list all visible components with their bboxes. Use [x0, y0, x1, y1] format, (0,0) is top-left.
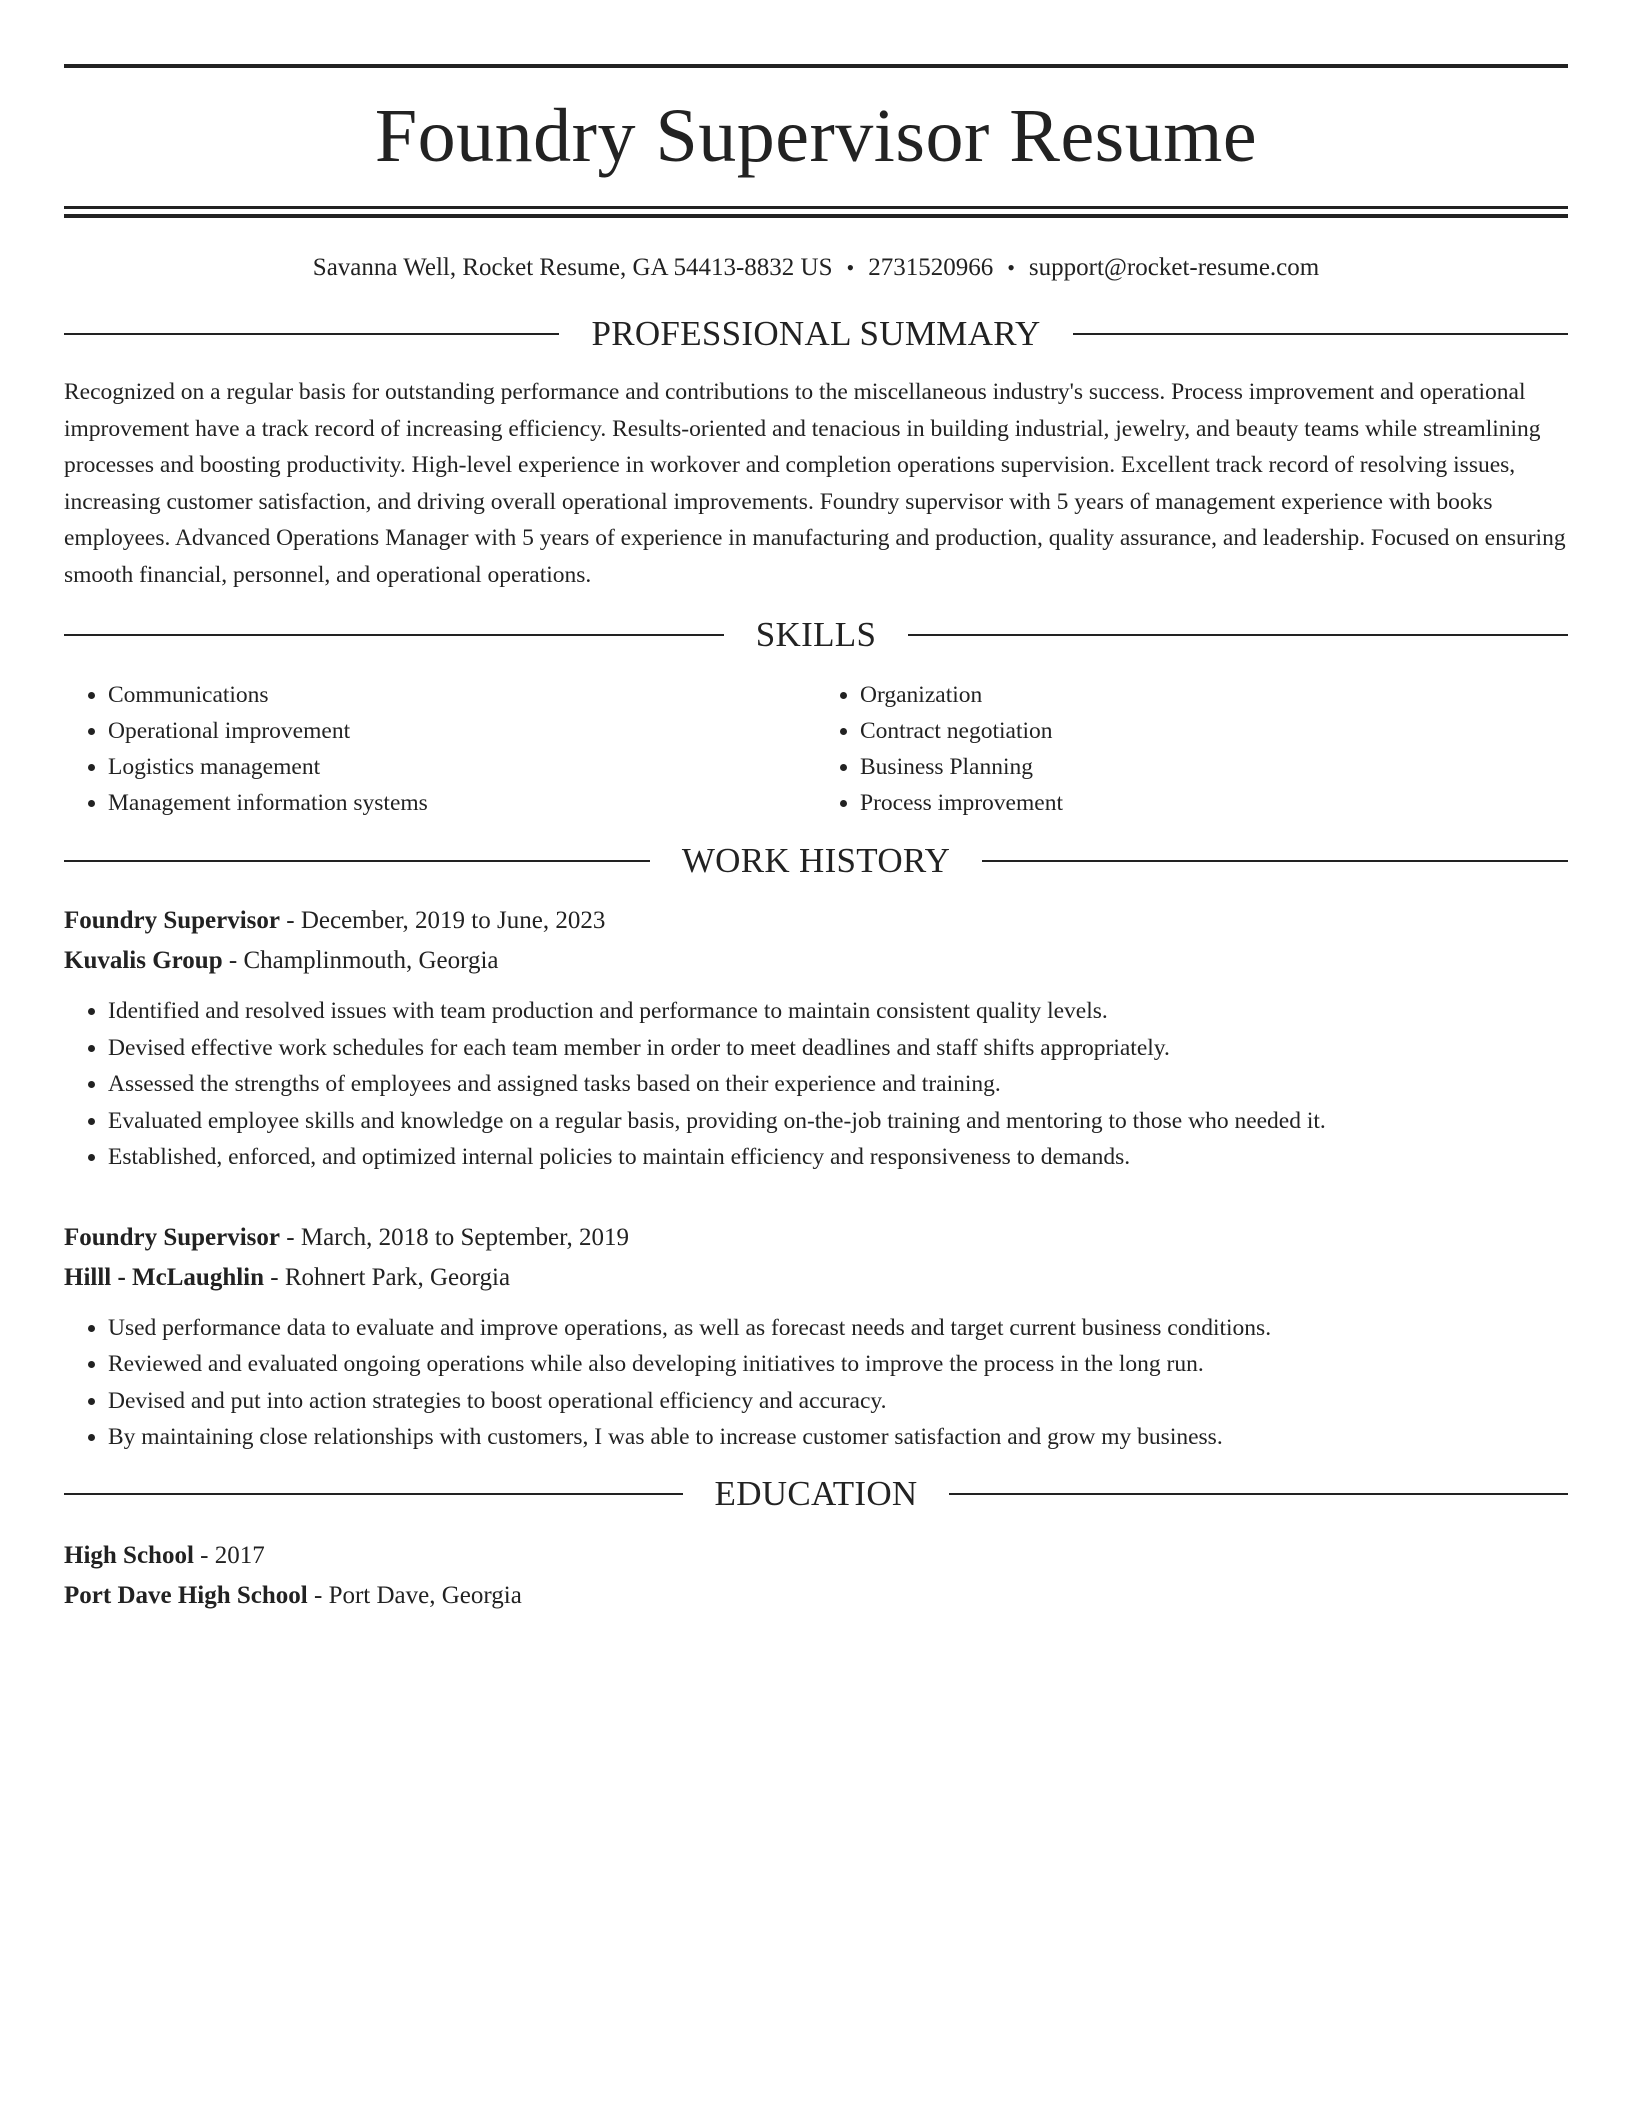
job-title: Foundry Supervisor — [64, 1223, 281, 1251]
contact-separator: • — [846, 255, 855, 280]
contact-email: support@rocket-resume.com — [1028, 254, 1320, 281]
job-entry — [64, 1218, 1568, 1456]
education-heading-label: EDUCATION — [714, 1473, 918, 1513]
job-bullet: • By maintaining close relationships with customers, I was able to increase customer satisfaction and grow my business. — [108, 1419, 1568, 1456]
skill-item: • Logistics management — [108, 749, 816, 785]
education-heading — [64, 1468, 1568, 1520]
summary-text: Recognized on a regular basis for outstanding performance and contributions to the miscellaneous industry's success. Process improvement and operational improvement have a track record of increasing efficiency. Results-oriented and tenacious in building industrial, jewelry, and beauty teams while streamlining processes and boosting productivity. High-level experience in workover and completion operations supervision. Excellent track record of resolving issues, increasing customer satisfaction, and driving overall operational improvements. Foundry supervisor with 5 years of management experience with books employees. Advanced Operations Manager with 5 years of experience in manufacturing and production, quality assurance, and leadership. Focused on ensuring smooth financial, personnel, and operational operations. — [64, 379, 1566, 588]
skills-heading — [64, 609, 1568, 661]
education-year: - 2017 — [193, 1541, 265, 1569]
top-rule — [64, 64, 1568, 68]
education-degree: High School — [64, 1541, 194, 1569]
education-school: Port Dave High School — [64, 1581, 308, 1609]
contact-separator: • — [1007, 255, 1015, 280]
divider — [1073, 333, 1568, 335]
divider — [949, 1493, 1568, 1495]
divider — [64, 333, 559, 335]
job-bullets — [64, 1310, 1568, 1456]
job-title-line — [64, 1218, 1568, 1258]
work-heading — [64, 835, 1568, 887]
education-degree-line — [64, 1536, 1568, 1576]
divider — [64, 634, 724, 636]
skills-list — [64, 677, 1568, 821]
skill-item: • Organization — [860, 677, 1568, 713]
job-bullet: • Devised effective work schedules for each team member in order to meet deadlines and staff shifts appropriately. — [108, 1030, 1568, 1067]
contact-line — [64, 248, 1568, 288]
skill-item: • Operational improvement — [108, 713, 816, 749]
education-entry — [64, 1536, 1568, 1616]
skill-item: • Communications — [108, 677, 816, 713]
skills-column-right — [816, 677, 1568, 821]
resume-page — [64, 64, 1568, 1616]
skills-column-left — [64, 677, 816, 821]
skill-item: • Management information systems — [108, 785, 816, 821]
job-bullet: • Used performance data to evaluate and improve operations, as well as forecast needs and target current business conditions. — [108, 1310, 1568, 1347]
job-bullet: • Established, enforced, and optimized internal policies to maintain efficiency and responsiveness to demands. — [108, 1139, 1568, 1176]
job-bullet: • Evaluated employee skills and knowledge on a regular basis, providing on-the-job training and mentoring to those who needed it. — [108, 1103, 1568, 1140]
skill-item: • Business Planning — [860, 749, 1568, 785]
job-bullet: • Reviewed and evaluated ongoing operations while also developing initiatives to improve the process in the long run. — [108, 1346, 1568, 1383]
job-location: - Champlinmouth, Georgia — [222, 947, 499, 974]
job-bullet: • Devised and put into action strategies to boost operational efficiency and accuracy. — [108, 1383, 1568, 1420]
contact-phone: 2731520966 — [868, 254, 994, 281]
job-bullet: • Assessed the strengths of employees and assigned tasks based on their experience and training. — [108, 1066, 1568, 1103]
skill-item: • Process improvement — [860, 785, 1568, 821]
divider — [64, 1493, 683, 1495]
job-dates: - March, 2018 to September, 2019 — [280, 1223, 629, 1251]
job-title: Foundry Supervisor — [64, 907, 281, 934]
job-company-line — [64, 1258, 1568, 1298]
job-company: Kuvalis Group — [64, 947, 223, 974]
work-heading-label: WORK HISTORY — [681, 841, 951, 880]
education-location: - Port Dave, Georgia — [307, 1581, 522, 1609]
job-company-line — [64, 941, 1568, 981]
summary-heading — [64, 308, 1568, 360]
job-dates: - December, 2019 to June, 2023 — [280, 907, 606, 934]
divider — [908, 634, 1568, 636]
contact-address: Savanna Well, Rocket Resume, GA 54413-8832 US — [312, 254, 833, 281]
skills-heading-label: SKILLS — [755, 615, 877, 654]
education-school-line — [64, 1576, 1568, 1616]
job-entry — [64, 901, 1568, 1176]
divider — [982, 860, 1568, 862]
job-location: - Rohnert Park, Georgia — [264, 1263, 511, 1291]
skill-item: • Contract negotiation — [860, 713, 1568, 749]
summary-heading-label: PROFESSIONAL SUMMARY — [591, 314, 1041, 353]
job-bullet: • Identified and resolved issues with team production and performance to maintain consistent quality levels. — [108, 993, 1568, 1030]
title-double-rule — [64, 206, 1568, 218]
job-company: Hilll - McLaughlin — [64, 1263, 265, 1291]
job-bullets — [64, 993, 1568, 1176]
job-title-line — [64, 901, 1568, 941]
page-title: Foundry Supervisor Resume — [374, 94, 1258, 178]
divider — [64, 860, 650, 862]
